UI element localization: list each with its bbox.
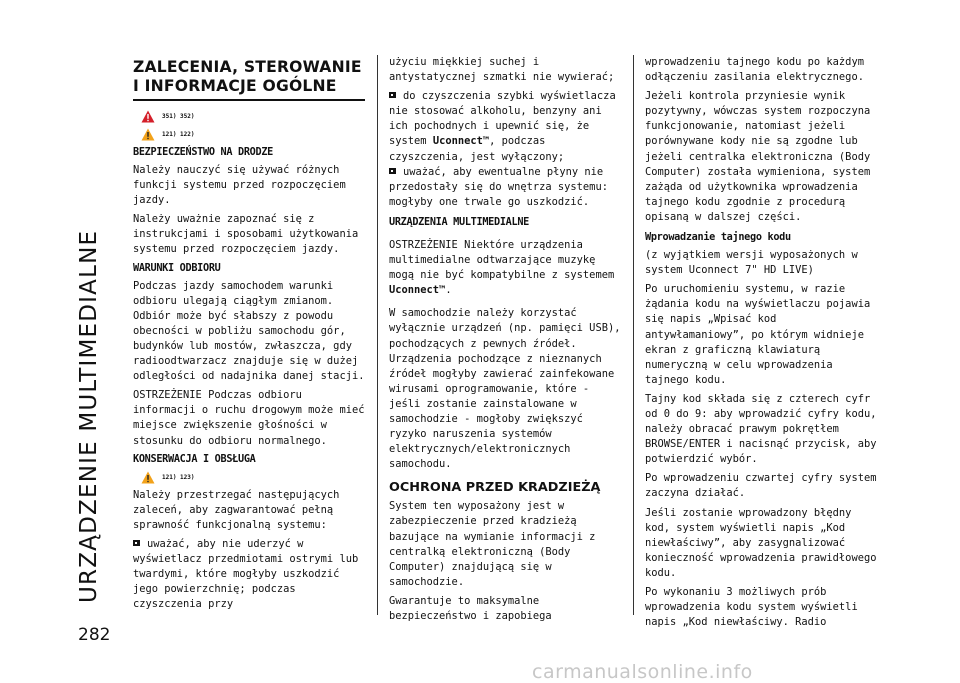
watermark: carmanualsonline.info (532, 661, 753, 683)
paragraph: (z wyjątkiem wersji wyposażonych w system Uconnect 7" HD LIVE) (645, 249, 858, 277)
caution-reference (141, 127, 365, 142)
section-title: OCHRONA PRZED KRADZIEŻĄ (389, 480, 601, 496)
bullet-icon (133, 539, 143, 547)
bullet-text-end: , podczas czyszczenia, jest wyłączony; (389, 135, 565, 163)
paragraph: W samochodzie należy korzystać wyłącznie urządzeń (np. pamięci USB), pochodzących z pewnych źródeł. Urządzenia pochodzące z nieznanych źródeł mogłyby zawierać zainfekowane wirusami oprogramowanie, które - jeśli zostanie zainstalowane w samochodzie - mogłoby zwiększyć ryzyko naruszenia systemów elektrycznych/elektronicznych samochodu. (389, 307, 621, 471)
paragraph: Tajny kod składa się z czterech cyfr od 0 do 9: aby wprowadzić cyfry kodu, należy obracać prawym pokrętłem BROWSE/ENTER i nacisnąć przycisk, aby potwierdzić wybór. (645, 392, 877, 466)
danger-reference (141, 109, 365, 124)
brand-name: Uconnect™ (389, 284, 446, 297)
paragraph: Podczas jazdy samochodem warunki odbioru ulegają ciągłym zmianom. Odbiór może być słabszy z powodu obecności w pobliżu samochodu gór, budynków lub mostów, zwłaszcza, gdy radioodtwarzacz znajduje się w dużej odległości od nadajnika danej stacji. (133, 279, 365, 383)
paragraph-text: OSTRZEŻENIE Niektóre urządzenia multimedialne odtwarzające muzykę mogą nie być kompatybilne z systemem (389, 238, 615, 282)
brand-name: Uconnect™ (432, 135, 490, 148)
paragraph: Należy nauczyć się używać różnych funkcji systemu przed rozpoczęciem jazdy. (133, 164, 346, 207)
paragraph: Należy uważnie zapoznać się z instrukcjami i sposobami użytkowania systemu przed rozpoczęciem jazdy. (133, 213, 359, 256)
section-heading: URZĄDZENIA MULTIMEDIALNE (389, 216, 530, 228)
side-section-title-text: URZĄDZENIE MULTIMEDIALNE (76, 229, 102, 603)
paragraph: Po wprowadzeniu czwartej cyfry system zaczyna działać. (645, 472, 877, 500)
page-title (133, 58, 365, 96)
bullet-icon (389, 167, 399, 175)
title-underline (133, 99, 365, 101)
caution-warning-icon (141, 471, 155, 484)
paragraph: OSTRZEŻENIE Podczas odbioru informacji o ruchu drogowym może mieć miejsce zwiększenie głośności w stosunku do odbioru normalnego. (133, 389, 365, 447)
section-heading: WARUNKI ODBIORU (133, 262, 221, 274)
column-divider (377, 55, 378, 615)
bullet-text: uważać, aby nie uderzyć w wyświetlacz przedmiotami ostrymi lub twardymi, które mogłyby uszkodzić jego powierzchnię; podczas czyszczenia przy (133, 537, 359, 611)
paragraph: Po uruchomieniu systemu, w razie żądania kodu na wyświetlaczu pojawia się napis „Wpisać kod antywłamaniowy”, po którym widnieje ekran z graficzną klawiaturą numeryczną w celu wprowadzenia tajnego kodu. (645, 283, 871, 386)
page-number: 282 (78, 625, 111, 645)
column-1 (133, 55, 365, 616)
column-2 (389, 55, 621, 628)
danger-warning-icon (141, 110, 155, 123)
section-heading: BEZPIECZEŃSTWO NA DRODZE (133, 147, 274, 158)
paragraph (389, 238, 621, 298)
paragraph-end: . (445, 284, 452, 297)
bullet-item (389, 165, 621, 210)
paragraph: Jeśli zostanie wprowadzony błędny kod, system wyświetli napis „Kod niewłaściwy”, aby zasygnalizować konieczność wprowadzenia prawidłowego kodu. (645, 506, 877, 579)
column-divider (633, 55, 634, 615)
paragraph: Jeżeli kontrola przyniesie wynik pozytywny, wówczas system rozpoczyna funkcjonowanie, natomiast jeżeli porównywane kody nie są zgodne lub jeżeli centralka elektroniczna (Body Computer) została wymieniona, system zażąda od użytkownika wprowadzenia tajnego kodu zgodnie z procedurą opisaną w dalszej części. (645, 90, 871, 223)
paragraph: użyciu miękkiej suchej i antystatycznej szmatki nie wywierać; (389, 56, 615, 84)
bullet-item (133, 537, 365, 612)
caution-warning-icon (141, 128, 155, 141)
bullet-icon (389, 91, 399, 99)
bullet-item (389, 89, 621, 164)
paragraph: System ten wyposażony jest w zabezpieczenie przed kradzieżą bazujące na wymianie informacji z centralką elektroniczną (Body Computer) znajdującą się w samochodzie. (389, 500, 596, 588)
danger-reference-numbers: 351) 352) (162, 113, 195, 120)
caution-reference (141, 470, 365, 485)
section-heading: KONSERWACJA I OBSŁUGA (133, 453, 256, 465)
caution-reference-numbers: 121) 123) (162, 473, 195, 481)
side-section-title (76, 63, 116, 603)
paragraph: wprowadzeniu tajnego kodu po każdym odłączeniu zasilania elektrycznego. (645, 56, 864, 84)
paragraph: Po wykonaniu 3 możliwych prób wprowadzenia kodu system wyświetli napis „Kod niewłaściwy. Radio (645, 586, 858, 629)
subsection-heading: Wprowadzanie tajnego kodu (645, 232, 791, 244)
bullet-text: do czyszczenia szybki wyświetlacza nie stosować alkoholu, benzyny ani ich pochodnych i upewnić się, że system (389, 90, 616, 148)
paragraph: Należy przestrzegać następujących zaleceń, aby zagwarantować pełną sprawność funkcjonalną systemu: (133, 488, 340, 531)
bullet-text: uważać, aby ewentualne płyny nie przedostały się do wnętrza systemu: mogłyby one trwale go uszkodzić. (389, 165, 608, 208)
caution-reference-numbers: 121) 122) (162, 131, 195, 138)
page-title-line-2: I INFORMACJE OGÓLNE (133, 77, 337, 95)
page-title-line-1: ZALECENIA, STEROWANIE (133, 58, 362, 76)
column-3 (645, 55, 877, 634)
paragraph: Gwarantuje to maksymalne bezpieczeństwo i zapobiega (389, 594, 552, 622)
